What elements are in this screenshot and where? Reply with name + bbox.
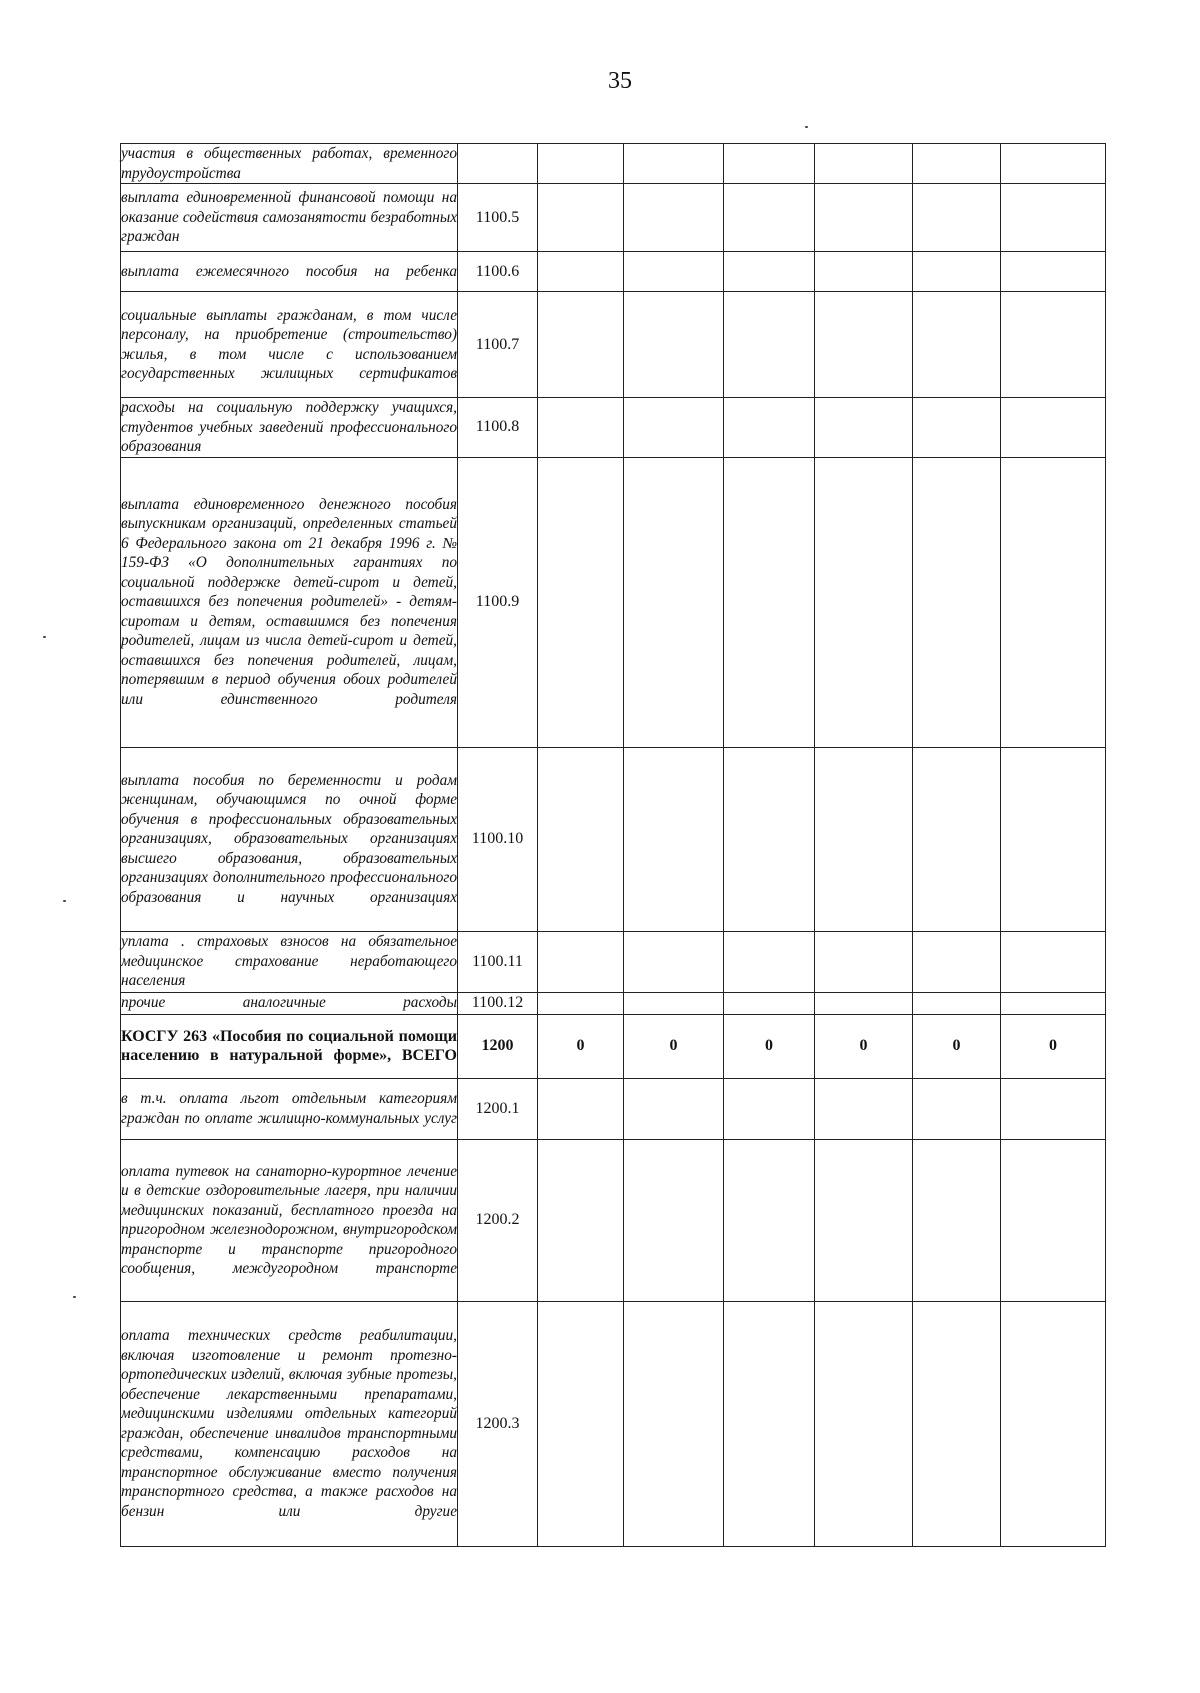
value-cell — [815, 1139, 913, 1301]
value-cell — [815, 1078, 913, 1139]
value-cell — [624, 992, 724, 1014]
value-cell — [913, 398, 1001, 458]
value-cell — [815, 1301, 913, 1546]
row-code: 1200.2 — [458, 1139, 538, 1301]
value-cell — [1001, 184, 1106, 252]
table-row — [121, 292, 1106, 398]
value-cell: 0 — [913, 1014, 1001, 1078]
row-description: оплата технических средств реабилитации, включая изготовление и ремонт протезно-ортопедических изделий, включая зубные протезы, обеспечение лекарственными препаратами, медицинскими изделиями отдельных категорий граждан, обеспечение инвалидов транспортными средствами, компенсацию расходов на транспортное обслуживание вместо получения транспортного средства, а также расходов на бензин или другие — [121, 1301, 458, 1546]
expenditure-table — [120, 143, 1106, 1547]
row-code: 1100.9 — [458, 457, 538, 747]
scan-speck — [43, 636, 46, 638]
scan-speck — [73, 1296, 76, 1298]
value-cell — [913, 1301, 1001, 1546]
value-cell — [724, 1301, 815, 1546]
value-cell — [624, 1139, 724, 1301]
value-cell — [815, 144, 913, 184]
value-cell — [538, 1301, 624, 1546]
value-cell: 0 — [624, 1014, 724, 1078]
value-cell — [624, 292, 724, 398]
value-cell — [913, 1078, 1001, 1139]
value-cell: 0 — [815, 1014, 913, 1078]
value-cell — [624, 747, 724, 931]
table-body — [121, 144, 1106, 1547]
row-code: 1100.6 — [458, 252, 538, 292]
value-cell — [913, 252, 1001, 292]
scan-speck — [63, 900, 66, 902]
value-cell — [538, 931, 624, 992]
row-code: 1100.7 — [458, 292, 538, 398]
row-description: выплата единовременной финансовой помощи на оказание содействия самозанятости безработных граждан — [121, 184, 458, 252]
value-cell — [1001, 252, 1106, 292]
table-row — [121, 144, 1106, 184]
value-cell — [724, 747, 815, 931]
value-cell — [724, 144, 815, 184]
value-cell — [913, 184, 1001, 252]
value-cell — [815, 457, 913, 747]
table-row — [121, 1078, 1106, 1139]
value-cell — [538, 292, 624, 398]
scan-speck — [805, 126, 808, 128]
value-cell — [1001, 398, 1106, 458]
row-description: выплата единовременного денежного пособия выпускникам организаций, определенных статьей 6 Федерального закона от 21 декабря 1996 г. № 159-ФЗ «О дополнительных гарантиях по социальной поддержке детей-сирот и детей, оставшихся без попечения родителей» - детям-сиротам и детям, оставшимся без попечения родителей, лицам из числа детей-сирот и детей, оставшихся без попечения родителей, лицам, потерявшим в период обучения обоих родителей или единственного родителя — [121, 457, 458, 747]
value-cell — [1001, 1301, 1106, 1546]
row-description: выплата пособия по беременности и родам женщинам, обучающимся по очной форме обучения в профессиональных образовательных организациях, образовательных организациях высшего образования, образовательных организациях дополнительного профессионального образования и научных организациях — [121, 747, 458, 931]
row-description: выплата ежемесячного пособия на ребенка — [121, 252, 458, 292]
table-row — [121, 1014, 1106, 1078]
table-row — [121, 931, 1106, 992]
value-cell — [913, 292, 1001, 398]
page-number: 35 — [608, 68, 632, 94]
row-code: 1100.5 — [458, 184, 538, 252]
value-cell — [913, 747, 1001, 931]
value-cell — [724, 457, 815, 747]
value-cell — [624, 144, 724, 184]
row-description: расходы на социальную поддержку учащихся, студентов учебных заведений профессионального образования — [121, 399, 457, 455]
row-description: уплата . страховых взносов на обязательное медицинское страхование неработающего населения — [121, 931, 458, 992]
value-cell — [1001, 747, 1106, 931]
value-cell: 0 — [1001, 1014, 1106, 1078]
row-description: КОСГУ 263 «Пособия по социальной помощи населению в натуральной форме», ВСЕГО — [121, 1014, 458, 1078]
value-cell — [815, 992, 913, 1014]
row-code: 1100.10 — [458, 747, 538, 931]
table-row — [121, 398, 1106, 458]
table-row — [121, 992, 1106, 1014]
value-cell — [538, 747, 624, 931]
row-description: участия в общественных работах, временного трудоустройства — [121, 145, 457, 182]
value-cell — [724, 1078, 815, 1139]
value-cell — [624, 931, 724, 992]
row-description: оплата путевок на санаторно-курортное лечение и в детские оздоровительные лагеря, при наличии медицинских показаний, бесплатного проезда на пригородном железнодорожном, внутригородском транспорте и транспорте пригородного сообщения, междугородном транспорте — [121, 1139, 458, 1301]
row-code: 1200.3 — [458, 1301, 538, 1546]
value-cell — [815, 292, 913, 398]
value-cell — [815, 747, 913, 931]
table-row — [121, 1139, 1106, 1301]
value-cell — [624, 1078, 724, 1139]
value-cell — [1001, 992, 1106, 1014]
value-cell — [724, 252, 815, 292]
value-cell — [1001, 144, 1106, 184]
value-cell: 0 — [538, 1014, 624, 1078]
value-cell — [538, 252, 624, 292]
value-cell — [624, 252, 724, 292]
value-cell — [815, 252, 913, 292]
value-cell — [724, 184, 815, 252]
value-cell — [913, 144, 1001, 184]
value-cell — [624, 398, 724, 458]
value-cell — [538, 1078, 624, 1139]
value-cell — [724, 398, 815, 458]
table-row — [121, 184, 1106, 252]
value-cell — [538, 184, 624, 252]
value-cell — [1001, 292, 1106, 398]
table-row — [121, 747, 1106, 931]
table-row — [121, 252, 1106, 292]
value-cell — [724, 992, 815, 1014]
value-cell — [538, 992, 624, 1014]
row-code: 1100.12 — [458, 992, 538, 1014]
value-cell — [538, 398, 624, 458]
value-cell — [724, 1139, 815, 1301]
row-code — [458, 144, 538, 184]
row-description: социальные выплаты гражданам, в том числе персоналу, на приобретение (строительство) жилья, в том числе с использованием государственных жилищных сертификатов — [121, 292, 458, 398]
table-row — [121, 1301, 1106, 1546]
value-cell — [624, 457, 724, 747]
value-cell — [538, 1139, 624, 1301]
value-cell — [724, 292, 815, 398]
row-description: прочие аналогичные расходы — [121, 992, 458, 1014]
value-cell — [1001, 1139, 1106, 1301]
row-code: 1200 — [458, 1014, 538, 1078]
value-cell — [624, 1301, 724, 1546]
row-code: 1200.1 — [458, 1078, 538, 1139]
value-cell — [913, 1139, 1001, 1301]
row-code: 1100.11 — [458, 931, 538, 992]
value-cell — [624, 184, 724, 252]
value-cell — [724, 931, 815, 992]
row-code: 1100.8 — [458, 398, 538, 458]
value-cell: 0 — [724, 1014, 815, 1078]
row-description: в т.ч. оплата льгот отдельным категориям граждан по оплате жилищно-коммунальных услуг — [121, 1078, 458, 1139]
value-cell — [913, 992, 1001, 1014]
value-cell — [815, 931, 913, 992]
value-cell — [1001, 1078, 1106, 1139]
value-cell — [1001, 931, 1106, 992]
value-cell — [913, 457, 1001, 747]
value-cell — [538, 144, 624, 184]
value-cell — [538, 457, 624, 747]
value-cell — [913, 931, 1001, 992]
value-cell — [815, 398, 913, 458]
table-row — [121, 457, 1106, 747]
value-cell — [815, 184, 913, 252]
value-cell — [1001, 457, 1106, 747]
